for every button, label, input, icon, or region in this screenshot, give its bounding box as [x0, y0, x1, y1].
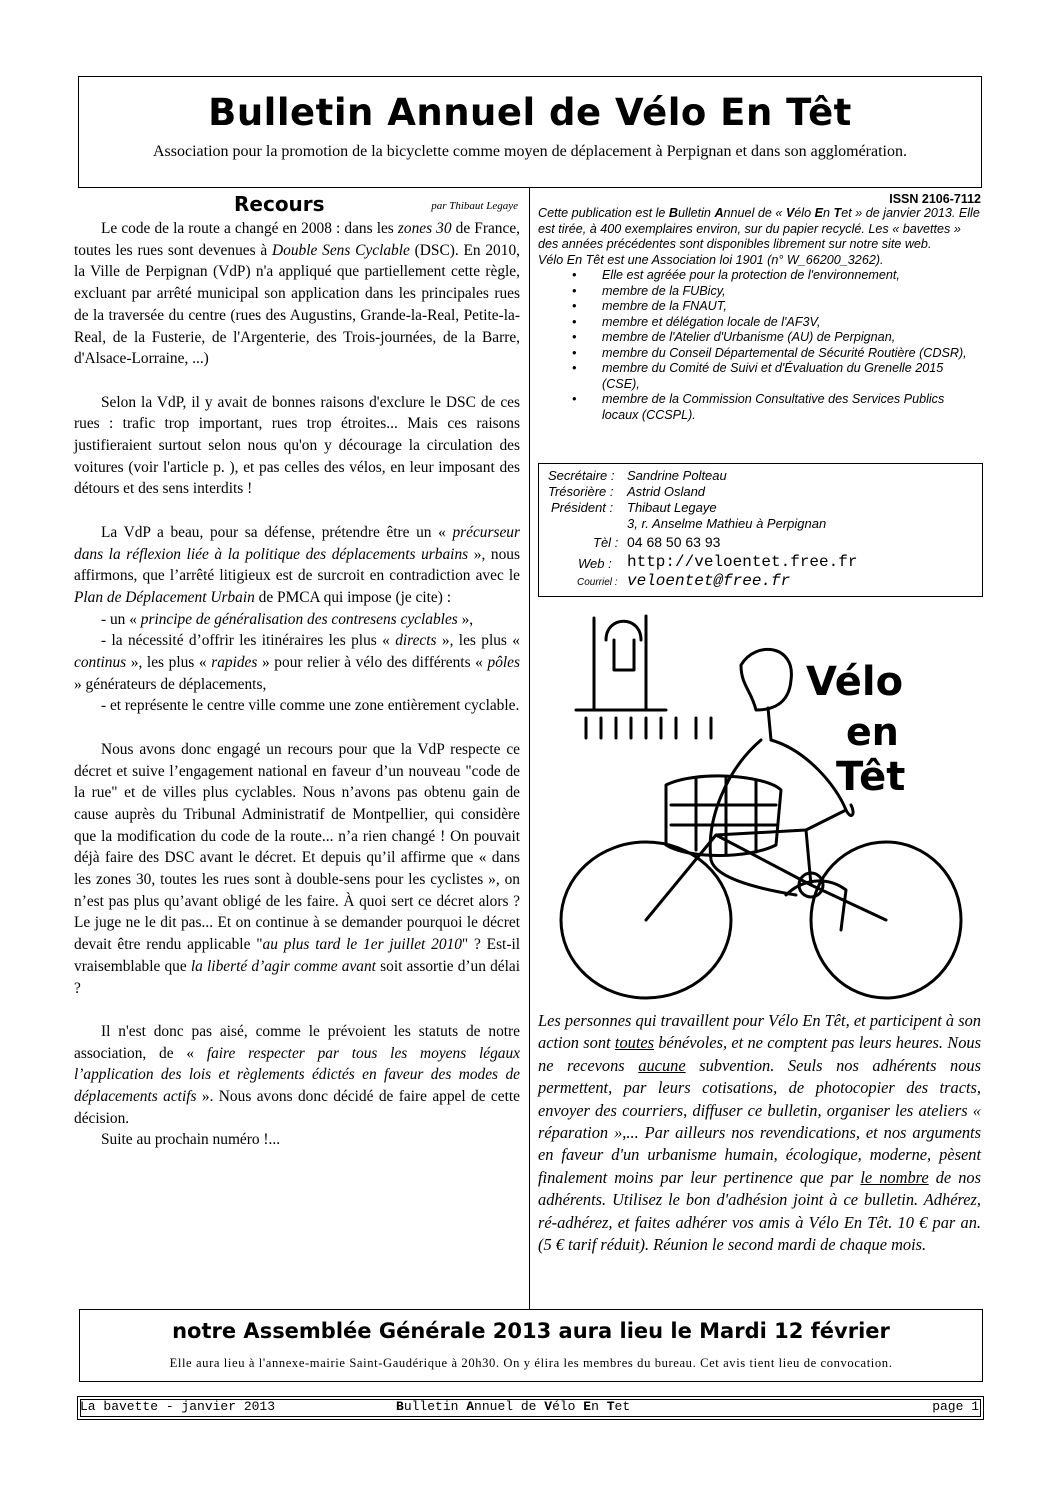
recours-paragraph-4: Nous avons donc engagé un recours pour que la VdP respecte ce décret et suive l’engagement national en faveur d’un nouveau "code de la rue" et de villes plus cyclables. Nous n’avons pas obtenu gain de cause auprès du Tribunal Administratif de Montpellier, qui considère que la modification du code de la route... n’a rien changé ! On pouvait déjà faire des DSC avant le décret. Et depuis qu’il affirme que « dans les zones 30, toutes les rues sont à double-sens pour les cyclistes », on n’est pas plus qu’avant obligé de les faire. À quoi sert ce décret alors ? Le juge ne le dit pas... Et on continue à se demander pourquoi le décret devait être rendu applicable "au plus tard le 1er juillet 2010" ? Est-il vraisemblable que la liberté d’agir comme avant soit assortie d’un délai ?	[74, 740, 521, 997]
assembly-text: Elle aura lieu à l'annexe-mairie Saint-Gaudérique à 20h30. On y élira les membres du bureau. Cet avis tient lieu de convocation.	[169, 1356, 893, 1370]
tresoriere-name: Astrid Osland	[627, 484, 706, 499]
logo-word-velo: Vélo	[806, 659, 904, 705]
membership-item: • membre du Conseil Départemental de Sécurité Routière (CDSR),	[572, 345, 967, 360]
bell-drawing	[606, 621, 641, 670]
president-label: Président :	[551, 500, 614, 515]
recours-author: par Thibaut Legaye	[431, 200, 518, 212]
footer-title: Bulletin Annuel de Vélo En Tet	[396, 1399, 631, 1414]
tel-label: Tèl :	[593, 535, 619, 550]
recours-article	[74, 192, 520, 1151]
membership-item: • membre du Comité de Suivi et d'Évaluation du Grenelle 2015 (CSE),	[572, 361, 944, 391]
logo-word-tet: Têt	[836, 754, 906, 800]
page-footer	[77, 1396, 984, 1420]
president-name: Thibaut Legaye	[627, 500, 717, 515]
publication-intro: Cette publication est le Bulletin Annuel de « Vélo En Tet » de janvier 2013. Elle est tirée, à 400 exemplaires environ, sur du papier recyclé. Les « bavettes » des années précédentes sont disponibles librement sur notre site web.	[538, 206, 980, 251]
association-status: Vélo En Têt est une Association loi 1901 (n° W_66200_3262).	[538, 252, 884, 267]
velo-en-tet-logo	[546, 610, 972, 1008]
rider-head-drawing	[741, 649, 791, 710]
footer-issue: La bavette - janvier 2013	[80, 1399, 276, 1414]
secretaire-label: Secrétaire :	[548, 468, 615, 483]
column-divider	[529, 188, 530, 1309]
volunteers-paragraph: Les personnes qui travaillent pour Vélo En Têt, et participent à son action sont toutes bénévoles, et ne comptent pas leurs heures. Nous ne recevons aucune subvention. Seuls nos adhérents nous permettent, par leurs cotisations, de photocopier des tracts, envoyer des courriers, diffuser ce bulletin, organiser les ateliers « réparation »,... Par ailleurs nos revendications, et nos arguments en faveur d'un urbanisme humain, écologique, moderne, pèsent finalement moins par leur pertinence que par le nombre de nos adhérents. Utilisez le bon d'adhésion joint à ce bulletin. Adhérez, ré-adhérez, et faites adhérer vos amis à Vélo En Têt. 10 € par an. (5 € tarif réduit). Réunion le second mardi de chaque mois.	[538, 1011, 982, 1255]
contact-box	[538, 463, 983, 597]
recours-item-1: - un « principe de généralisation des contresens cyclables »,	[101, 610, 474, 628]
email-label: Courriel :	[577, 577, 618, 588]
recours-heading	[74, 192, 520, 218]
tresoriere-label: Trésorière :	[548, 484, 614, 499]
secretaire-name: Sandrine Polteau	[627, 468, 727, 483]
recours-item-3: - et représente le centre ville comme une zone entièrement cyclable.	[101, 697, 520, 715]
bulletin-subtitle: Association pour la promotion de la bicyclette comme moyen de déplacement à Perpignan et dans son agglomération.	[153, 143, 907, 160]
membership-item: • membre de la Commission Consultative des Services Publics locaux (CCSPL).	[572, 392, 945, 422]
assembly-title: notre Assemblée Générale 2013 aura lieu le Mardi 12 février	[172, 1319, 890, 1343]
membership-item: • membre et délégation locale de l'AF3V,	[572, 314, 821, 329]
membership-item: • membre de la FNAUT,	[572, 299, 727, 313]
bulletin-title: Bulletin Annuel de Vélo En Têt	[208, 91, 852, 134]
email-link[interactable]: veloentet@free.fr	[627, 572, 791, 590]
issn-label: ISSN 2106-7112	[889, 192, 981, 206]
membership-item: • membre de l'Atelier d'Urbanisme (AU) de Perpignan,	[572, 330, 896, 344]
battlements-drawing	[586, 718, 711, 738]
recours-paragraph-5: Il n'est donc pas aisé, comme le prévoient les statuts de notre association, de « faire respecter par tous les moyens légaux l’application des lois et règlements édictés en faveur des modes de déplacements actifs ». Nous avons donc décidé de faire appel de cette décision.	[74, 1022, 521, 1127]
recours-paragraph-6: Suite au prochain numéro !...	[101, 1131, 281, 1149]
membership-list	[538, 268, 984, 423]
postal-address: 3, r. Anselme Mathieu à Perpignan	[627, 516, 827, 531]
web-link[interactable]: http://veloentet.free.fr	[627, 553, 858, 571]
tel-number: 04 68 50 63 93	[627, 534, 721, 550]
publication-info	[538, 192, 984, 423]
logo-word-en: en	[846, 710, 899, 754]
recours-paragraph-3: La VdP a beau, pour sa défense, prétendre être un « précurseur dans la réflexion liée à la politique des déplacements urbains », nous affirmons, que l’arrêté litigieux est de surcroit en contradiction avec le Plan de Déplacement Urbain de PMCA qui impose (je cite) :	[74, 523, 520, 606]
header-box	[78, 76, 982, 188]
membership-item: • membre de la FUBicy,	[572, 283, 726, 298]
web-label: Web :	[578, 556, 612, 571]
membership-item: • Elle est agréée pour la protection de l'environnement,	[572, 268, 900, 282]
page-number: page 1	[932, 1399, 979, 1414]
recours-paragraph-1: Le code de la route a changé en 2008 : dans les zones 30 de France, toutes les rues sont devenues à Double Sens Cyclable (DSC). En 2010, la Ville de Perpignan (VdP) n'a appliqué que partiellement cette règle, excluant par arrêté municipal son application dans les principales rues de la traversée du centre (rues des Augustins, Grande-la-Real, Petite-la-Real, de la Fusterie, de l'Argenterie, des Trois-journées, de la Barre, d'Alsace-Lorraine, ...)	[74, 220, 520, 368]
recours-title: Recours	[234, 192, 325, 216]
recours-item-2: - la nécessité d’offrir les itinéraires les plus « directs », les plus « continus », les plus « rapides » pour relier à vélo des différents « pôles » générateurs de déplacements,	[74, 632, 520, 693]
assembly-notice	[79, 1309, 983, 1382]
recours-paragraph-2: Selon la VdP, il y avait de bonnes raisons d'exclure le DSC de ces rues : trafic trop important, rues trop étroites... Mais ces raisons justifieraient surtout selon nous qu'on y décourage la circulation des voitures (voir l'article p. ), et pas celles des vélos, en leur imposant des détours et des sens interdits !	[74, 393, 520, 498]
tower-drawing	[576, 616, 666, 710]
